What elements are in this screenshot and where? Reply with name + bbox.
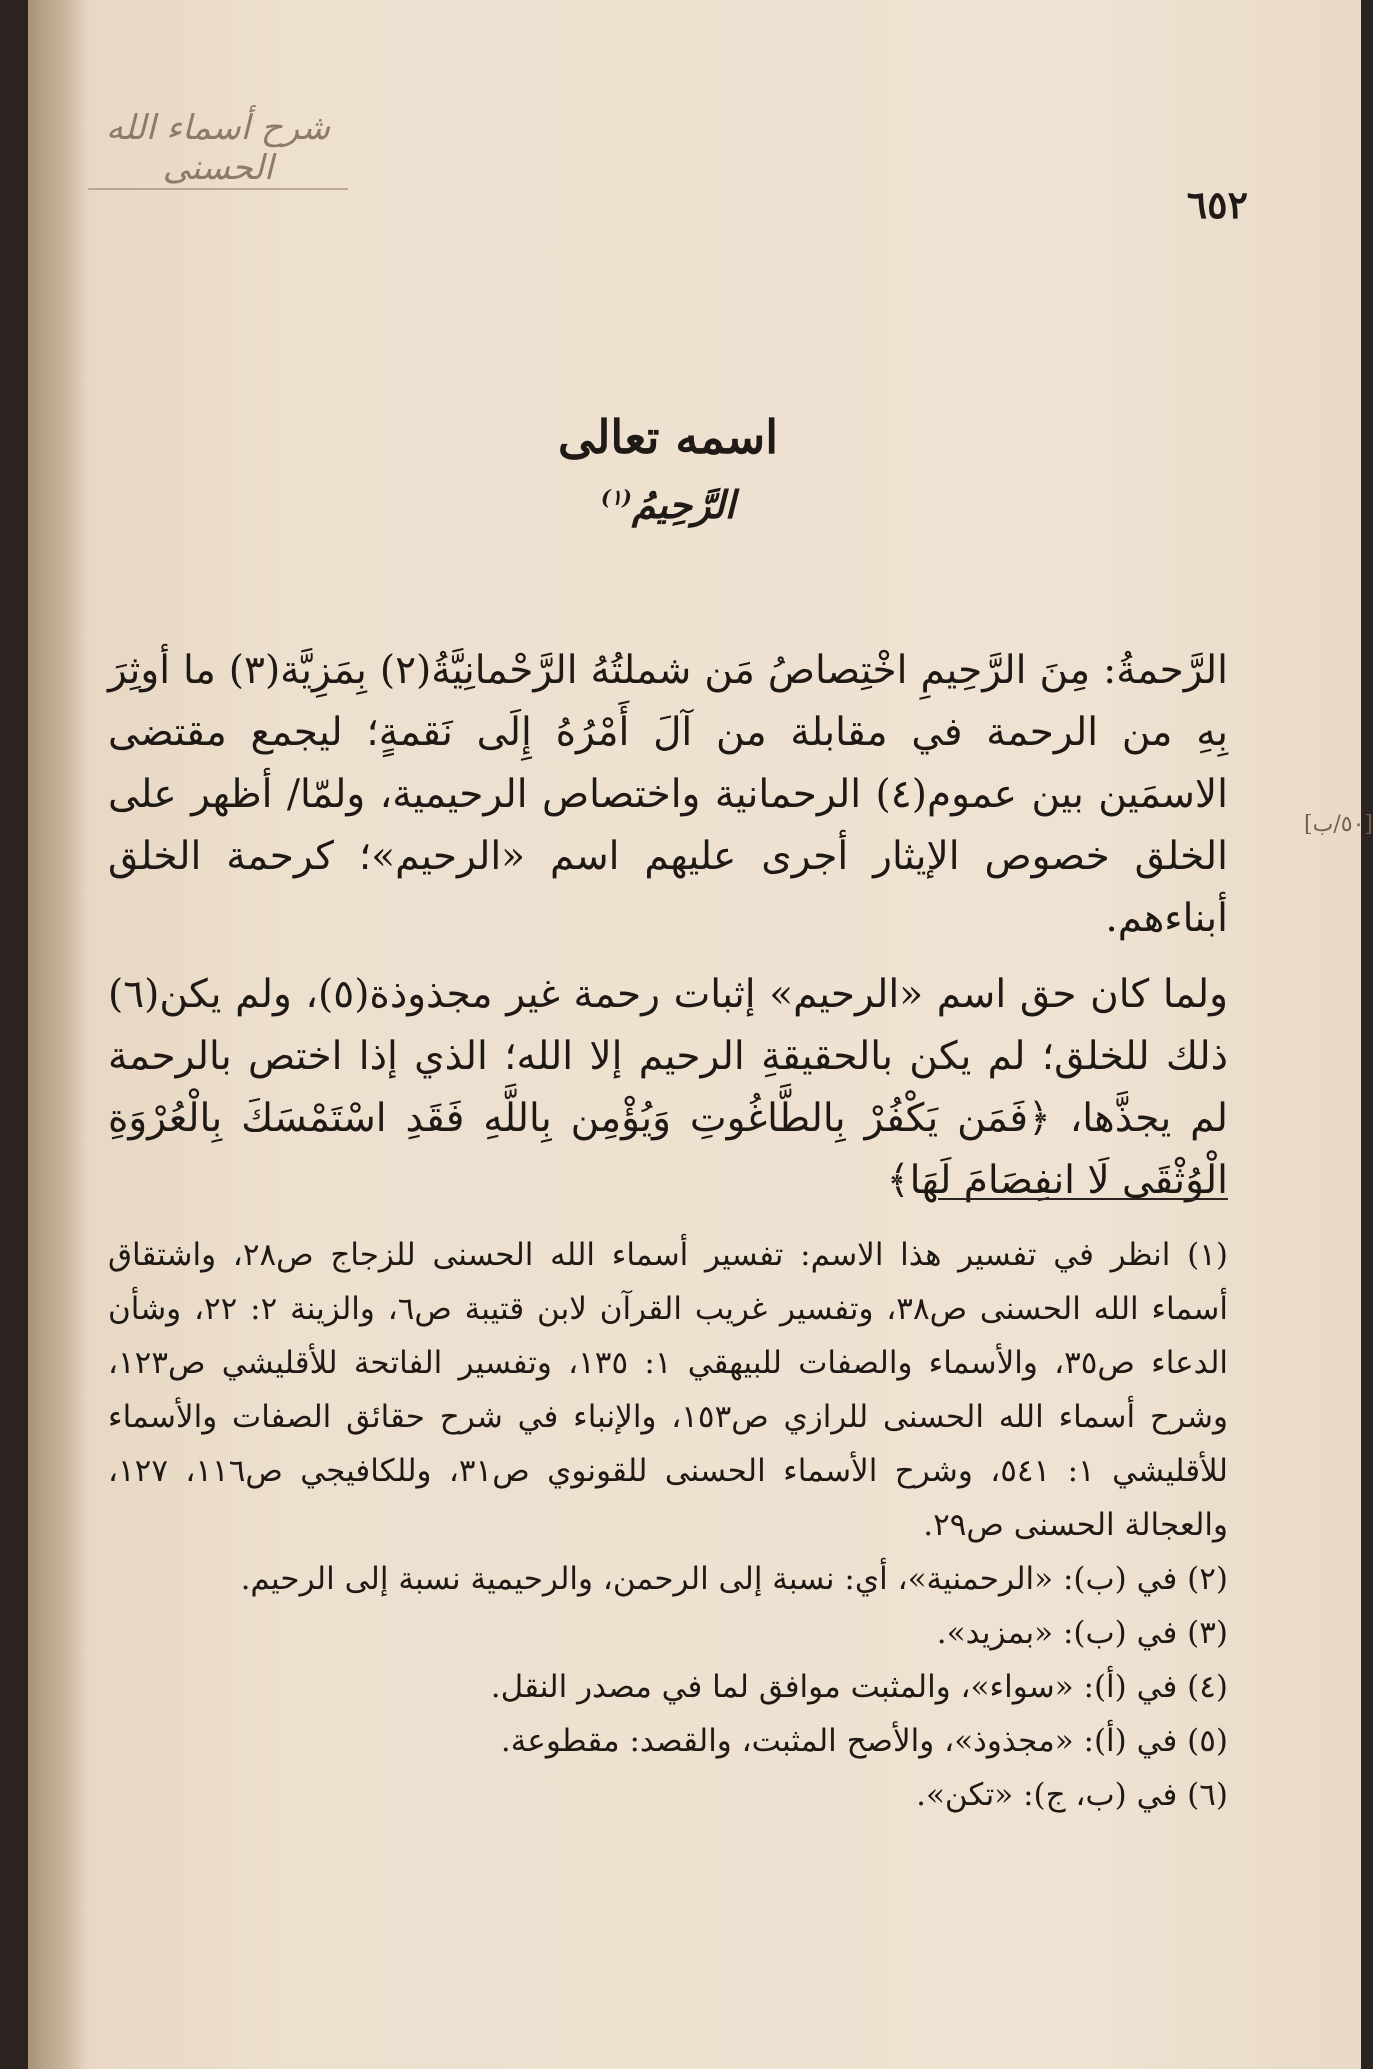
section-heading: اسمه تعالى xyxy=(558,410,778,464)
show-through-text xyxy=(148,210,1248,268)
footnote-4: (٤) في (أ): «سواء»، والمثبت موافق لما في مصدر النقل. xyxy=(490,1669,1228,1705)
paragraph-2: ولما كان حق اسم «الرحيم» إثبات رحمة غير مجذوذة(٥)، ولم يكن(٦) ذلك للخلق؛ لم يكن بالحقيقةِ الرحيم إلا الله؛ الذي إذا اختص بالرحمة لم يجذَّها، ﴿فَمَن يَكْفُرْ بِالطَّاغُوتِ وَيُؤْمِن بِاللَّهِ فَقَدِ اسْتَمْسَكَ بِالْعُرْوَةِ الْوُثْقَى لَا انفِصَامَ لَهَا﴾ xyxy=(108,972,1228,1203)
running-title: شرح أسماء الله الحسنى xyxy=(88,108,348,190)
footnotes xyxy=(108,1228,1228,1822)
subheading-text: الرَّحِيمُ xyxy=(631,482,736,527)
footnote-1: (١) انظر في تفسير هذا الاسم: تفسير أسماء الله الحسنى للزجاج ص٢٨، واشتقاق أسماء الله الحسنى ص٣٨، وتفسير غريب القرآن لابن قتيبة ص٦، والزينة ٢: ٢٢، وشأن الدعاء ص٣٥، والأسماء والصفات للبيهقي ١: ١٣٥، وتفسير الفاتحة للأقليشي ص١٢٣، وشرح أسماء الله الحسنى للرازي ص١٥٣، والإنباء في شرح حقائق الصفات والأسماء للأقليشي ١: ٥٤١، وشرح الأسماء الحسنى للقونوي ص٣١، وللكافيجي ص١١٦، ١٢٧، والعجالة الحسنى ص٢٩. xyxy=(108,1237,1228,1543)
footnote-5: (٥) في (أ): «مجذوذ»، والأصح المثبت، والقصد: مقطوعة. xyxy=(500,1723,1228,1759)
main-text xyxy=(108,640,1228,1226)
footnote-3: (٣) في (ب): «بمزيد». xyxy=(936,1615,1228,1651)
footnote-6: (٦) في (ب، ج): «تكن». xyxy=(916,1777,1228,1813)
footnote-separator xyxy=(938,1198,1228,1200)
footnote-2: (٢) في (ب): «الرحمنية»، أي: نسبة إلى الرحمن، والرحيمية نسبة إلى الرحيم. xyxy=(240,1561,1228,1597)
subheading-footnote-ref: (١) xyxy=(600,484,632,510)
manuscript-folio-marker: [٥٠/ب] xyxy=(1304,812,1373,837)
paragraph-1: الرَّحمةُ: مِنَ الرَّحِيمِ اخْتِصاصُ مَن شملتُهُ الرَّحْمانِيَّةُ(٢) بِمَزِيَّة(٣) ما أوثِرَ بِهِ من الرحمة في مقابلة من آلَ أَمْرُهُ إِلَى نَقمةٍ؛ ليجمع مقتضى الاسمَين بين عموم(٤) الرحمانية واختصاص الرحيمية، ولمّا/ أظهر على الخلق خصوص الإيثار أجرى عليهم اسم «الرحيم»؛ كرحمة الخلق أبناءهم. xyxy=(108,648,1229,941)
book-page xyxy=(28,0,1373,2069)
section-subheading xyxy=(458,482,878,527)
page-number: ٦٥٢ xyxy=(1186,182,1248,227)
page-gutter-shadow xyxy=(28,0,88,2069)
